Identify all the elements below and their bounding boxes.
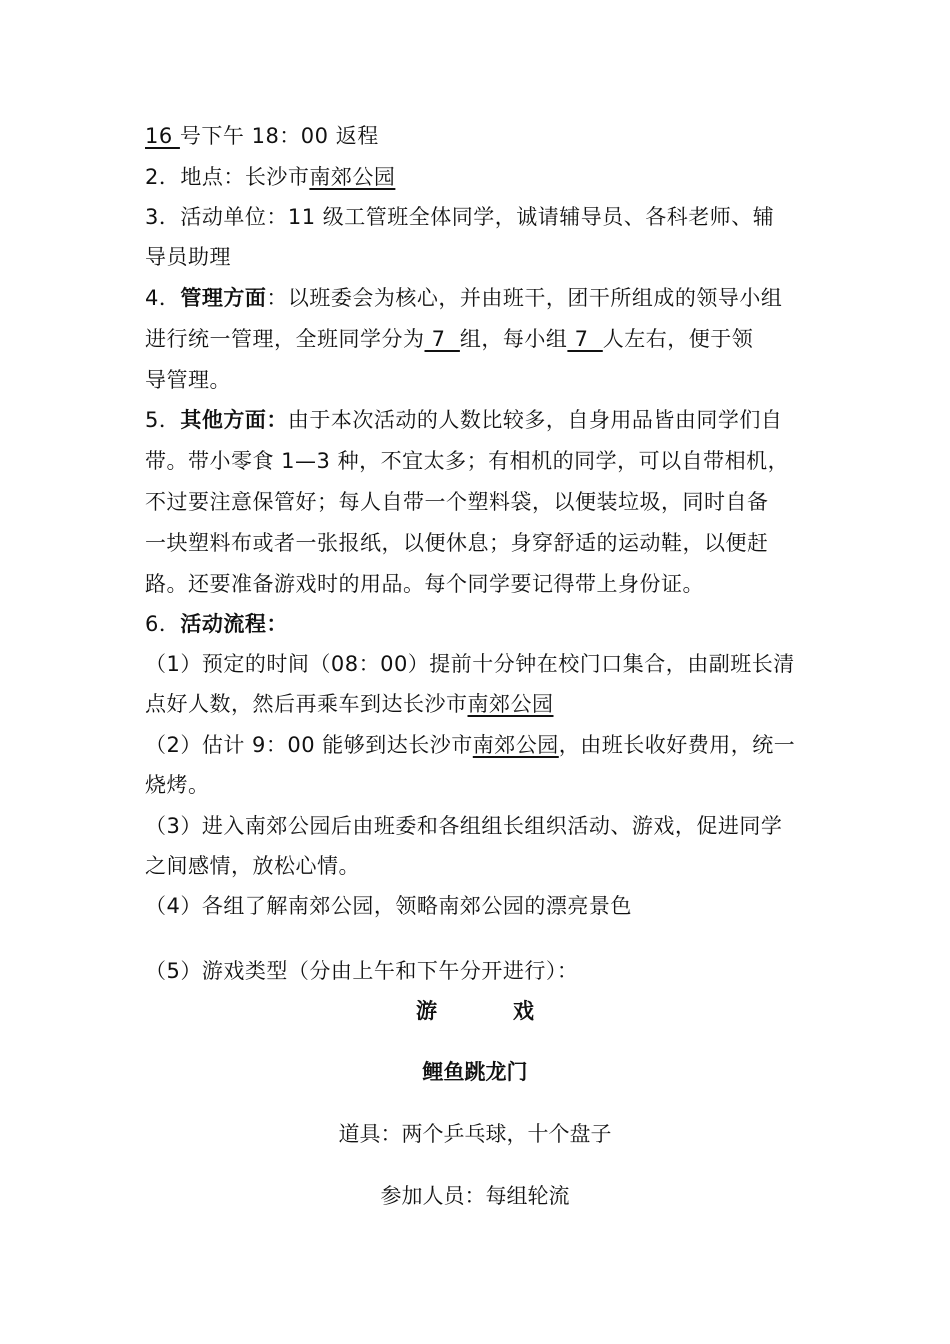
game-name: 鲤鱼跳龙门: [422, 1060, 528, 1084]
unit-line: 3．活动单位：11 级工管班全体同学，诚请辅导员、各科老师、辅: [145, 205, 775, 229]
group-size: 7: [567, 327, 603, 351]
step-1-line: （1）预定的时间（08：00）提前十分钟在校门口集合，由副班长清: [145, 652, 795, 676]
groups-text-3: 人左右，便于领: [602, 327, 754, 351]
other-line-5: 路。还要准备游戏时的用品。每个同学要记得带上身份证。: [145, 572, 704, 596]
games-heading-char-1: 游: [416, 999, 437, 1023]
step-1-line-cont: [145, 690, 554, 718]
process-heading-line: [145, 610, 288, 638]
other-heading: 其他方面：: [180, 408, 288, 432]
management-line-end: 导管理。: [145, 368, 231, 392]
step-3-line-cont: 之间感情，放松心情。: [145, 854, 360, 878]
groups-line: [145, 325, 753, 353]
other-line-2: 带。带小零食 1—3 种，不宜太多；有相机的同学，可以自带相机，: [145, 449, 790, 473]
other-line-4: 一块塑料布或者一张报纸，以便休息；身穿舒适的运动鞋，以便赶: [145, 531, 769, 555]
step-2-line: [145, 731, 795, 759]
games-heading-char-2: 戏: [513, 999, 534, 1023]
return-date: 16: [145, 124, 180, 148]
other-text: 由于本次活动的人数比较多，自身用品皆由同学们自: [287, 408, 783, 432]
group-count: 7: [424, 327, 460, 351]
step-4-line: （4）各组了解南郊公园，领略南郊公园的漂亮景色: [145, 894, 632, 918]
step-3-line: （3）进入南郊公园后由班委和各组组长组织活动、游戏，促进同学: [145, 814, 783, 838]
management-heading: 管理方面: [180, 286, 267, 310]
other-line: [145, 406, 782, 434]
groups-text-1: 进行统一管理，全班同学分为: [145, 327, 425, 351]
game-props: 道具：两个乒乓球，十个盘子: [338, 1122, 612, 1146]
section-number: 4．: [145, 286, 181, 310]
games-heading: [0, 997, 950, 1025]
location-name: 南郊公园: [467, 692, 554, 716]
other-line-3: 不过要注意保管好；每人自带一个塑料袋，以便装垃圾，同时自备: [145, 490, 769, 514]
step-2-line-cont: 烧烤。: [145, 773, 210, 797]
step-2-text-1: （2）估计 9：00 能够到达长沙市: [145, 733, 473, 757]
step-1-text: 点好人数，然后再乘车到达长沙市: [145, 692, 468, 716]
location-label: 2．地点：长沙市: [145, 165, 310, 189]
unit-line-cont: 导员助理: [145, 245, 231, 269]
section-number: 5．: [145, 408, 181, 432]
return-time-line: [145, 122, 379, 150]
management-line: [145, 284, 782, 312]
section-number: 6．: [145, 612, 181, 636]
location-name: 南郊公园: [472, 733, 559, 757]
management-text: ：以班委会为核心，并由班干，团干所组成的领导小组: [266, 286, 783, 310]
location-name: 南郊公园: [309, 165, 396, 189]
groups-text-2: 组，每小组: [459, 327, 568, 351]
location-line: [145, 163, 395, 191]
return-time-text: 号下午 18：00 返程: [179, 124, 379, 148]
game-participants: 参加人员：每组轮流: [380, 1184, 570, 1208]
step-5-line: （5）游戏类型（分由上午和下午分开进行）：: [145, 959, 579, 983]
process-heading: 活动流程：: [180, 612, 288, 636]
step-2-text-2: ，由班长收好费用，统一: [558, 733, 796, 757]
